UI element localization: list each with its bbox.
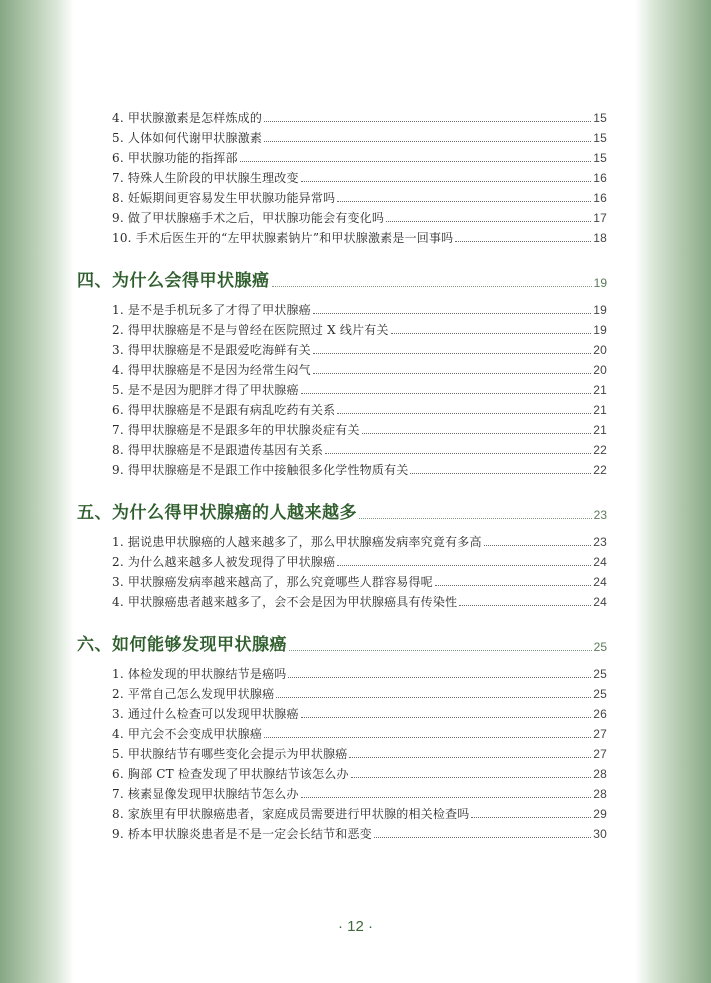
toc-entry-title: 1. 据说患甲状腺癌的人越来越多了，那么甲状腺癌发病率究竟有多高	[112, 535, 482, 549]
toc-entry-page: 19	[593, 323, 607, 337]
dot-leader	[240, 161, 592, 162]
toc-entry[interactable]	[112, 722, 607, 742]
toc-entry-title: 1. 是不是手机玩多了才得了甲状腺癌	[112, 303, 311, 317]
section-page: 25	[593, 640, 607, 654]
toc-entry-page: 16	[593, 171, 607, 185]
toc-entry[interactable]	[112, 438, 607, 458]
toc-entry-page: 15	[593, 151, 607, 165]
toc-entry-title: 9. 得甲状腺癌是不是跟工作中接触很多化学性物质有关	[112, 463, 409, 477]
section-heading[interactable]	[77, 632, 607, 656]
toc-entry[interactable]	[112, 570, 607, 590]
toc-entry[interactable]	[112, 702, 607, 722]
dot-leader	[288, 677, 591, 678]
toc-entry-page: 21	[593, 423, 607, 437]
toc-entry-page: 20	[593, 343, 607, 357]
toc-entry-page: 24	[593, 595, 607, 609]
dot-leader	[313, 353, 591, 354]
toc-entry-page: 28	[593, 767, 607, 781]
toc-entry-title: 8. 家族里有甲状腺癌患者，家庭成员需要进行甲状腺的相关检查吗	[112, 807, 470, 821]
dot-leader	[272, 286, 592, 287]
toc-entry-page: 22	[593, 463, 607, 477]
toc-entry[interactable]	[112, 226, 607, 246]
dot-leader	[386, 221, 591, 222]
toc-entry-page: 21	[593, 403, 607, 417]
dot-leader	[264, 141, 591, 142]
toc-entry-title: 4. 甲状腺激素是怎样炼成的	[112, 111, 263, 125]
toc-entry-title: 10. 手术后医生开的“左甲状腺素钠片”和甲状腺激素是一回事吗	[112, 231, 454, 245]
toc-entry[interactable]	[112, 762, 607, 782]
toc-entry[interactable]	[112, 206, 607, 226]
dot-leader	[264, 737, 591, 738]
toc-entry-page: 19	[593, 303, 607, 317]
dot-leader	[359, 518, 592, 519]
toc-entry-page: 20	[593, 363, 607, 377]
toc-entry[interactable]	[112, 458, 607, 478]
dot-leader	[301, 797, 592, 798]
toc-entry-page: 26	[593, 707, 607, 721]
toc-entry[interactable]	[112, 146, 607, 166]
toc-entry-title: 7. 得甲状腺癌是不是跟多年的甲状腺炎症有关	[112, 423, 360, 437]
toc-entry-title: 4. 甲状腺癌患者越来越多了，会不会是因为甲状腺癌具有传染性	[112, 595, 458, 609]
toc-entry-page: 24	[593, 555, 607, 569]
section-page: 23	[593, 508, 607, 522]
toc-entry-page: 29	[593, 807, 607, 821]
dot-leader	[301, 181, 592, 182]
dot-leader	[264, 121, 591, 122]
toc-entry-page: 30	[593, 827, 607, 841]
toc-entry-title: 5. 是不是因为肥胖才得了甲状腺癌	[112, 383, 299, 397]
section-heading[interactable]	[77, 500, 607, 524]
toc-entry-title: 4. 甲亢会不会变成甲状腺癌	[112, 727, 263, 741]
page-number: · 12 ·	[337, 918, 373, 935]
toc-entry-page: 25	[593, 667, 607, 681]
toc-entry-title: 8. 妊娠期间更容易发生甲状腺功能异常吗	[112, 191, 336, 205]
toc-entry[interactable]	[112, 662, 607, 682]
toc-entry[interactable]	[112, 822, 607, 842]
dot-leader	[337, 565, 591, 566]
toc-entry-page: 16	[593, 191, 607, 205]
dot-leader	[410, 473, 591, 474]
dot-leader	[337, 413, 591, 414]
dot-leader	[349, 757, 591, 758]
toc-entry-page: 17	[593, 211, 607, 225]
toc-entry-title: 4. 得甲状腺癌是不是因为经常生闷气	[112, 363, 311, 377]
section-title: 六、如何能够发现甲状腺癌	[77, 635, 287, 655]
toc-entry-title: 9. 做了甲状腺癌手术之后，甲状腺功能会有变化吗	[112, 211, 385, 225]
toc-entry[interactable]	[112, 358, 607, 378]
toc-entry-page: 23	[593, 535, 607, 549]
toc-entry-title: 2. 平常自己怎么发现甲状腺癌	[112, 687, 275, 701]
dot-leader	[391, 333, 592, 334]
toc-entry[interactable]	[112, 186, 607, 206]
dot-leader	[301, 717, 592, 718]
dot-leader	[351, 777, 592, 778]
toc-entry-title: 2. 得甲状腺癌是不是与曾经在医院照过 X 线片有关	[112, 323, 389, 337]
toc-entry-title: 6. 胸部 CT 检查发现了甲状腺结节该怎么办	[112, 767, 349, 781]
dot-leader	[337, 201, 591, 202]
toc-entry[interactable]	[112, 802, 607, 822]
toc-entry-page: 28	[593, 787, 607, 801]
toc-entry-page: 15	[593, 111, 607, 125]
toc-entry-title: 1. 体检发现的甲状腺结节是癌吗	[112, 667, 287, 681]
toc-entry-title: 9. 桥本甲状腺炎患者是不是一定会长结节和恶变	[112, 827, 372, 841]
toc-entry[interactable]	[112, 590, 607, 610]
toc-entry-page: 25	[593, 687, 607, 701]
toc-entry[interactable]	[112, 550, 607, 570]
toc-entry[interactable]	[112, 782, 607, 802]
section-title: 五、为什么得甲状腺癌的人越来越多	[77, 503, 357, 523]
toc-entry-page: 24	[593, 575, 607, 589]
toc-entry-title: 7. 核素显像发现甲状腺结节怎么办	[112, 787, 299, 801]
toc-entry-title: 5. 甲状腺结节有哪些变化会提示为甲状腺癌	[112, 747, 348, 761]
dot-leader	[313, 373, 591, 374]
toc-entry-page: 21	[593, 383, 607, 397]
dot-leader	[289, 650, 592, 651]
toc-entry-title: 3. 甲状腺癌发病率越来越高了，那么究竟哪些人群容易得呢	[112, 575, 433, 589]
toc-entry-title: 7. 特殊人生阶段的甲状腺生理改变	[112, 171, 299, 185]
dot-leader	[362, 433, 592, 434]
toc-entry[interactable]	[112, 682, 607, 702]
toc-entry[interactable]	[112, 106, 607, 126]
toc-entry[interactable]	[112, 298, 607, 318]
toc-entry-page: 18	[593, 231, 607, 245]
toc-entry[interactable]	[112, 126, 607, 146]
section-heading[interactable]	[77, 268, 607, 292]
toc-entry-title: 2. 为什么越来越多人被发现得了甲状腺癌	[112, 555, 336, 569]
toc-entry-page: 15	[593, 131, 607, 145]
dot-leader	[471, 817, 591, 818]
toc-entry[interactable]	[112, 338, 607, 358]
toc-entry-title: 6. 甲状腺功能的指挥部	[112, 151, 238, 165]
dot-leader	[435, 585, 591, 586]
dot-leader	[459, 605, 591, 606]
section-title: 四、为什么会得甲状腺癌	[77, 271, 270, 291]
toc-entry[interactable]	[112, 378, 607, 398]
dot-leader	[484, 545, 592, 546]
dot-leader	[276, 697, 591, 698]
toc-entry-title: 3. 得甲状腺癌是不是跟爱吃海鲜有关	[112, 343, 311, 357]
toc-entry-title: 3. 通过什么检查可以发现甲状腺癌	[112, 707, 299, 721]
toc-entry[interactable]	[112, 318, 607, 338]
toc-entry-page: 22	[593, 443, 607, 457]
toc-entry[interactable]	[112, 742, 607, 762]
toc-entry-page: 27	[593, 727, 607, 741]
toc-entry[interactable]	[112, 530, 607, 550]
toc-entry[interactable]	[112, 398, 607, 418]
toc-entry-title: 6. 得甲状腺癌是不是跟有病乱吃药有关系	[112, 403, 336, 417]
toc-entry[interactable]	[112, 418, 607, 438]
dot-leader	[455, 241, 591, 242]
dot-leader	[313, 313, 591, 314]
dot-leader	[325, 453, 591, 454]
dot-leader	[374, 837, 591, 838]
toc-entry-title: 8. 得甲状腺癌是不是跟遗传基因有关系	[112, 443, 324, 457]
toc-entry[interactable]	[112, 166, 607, 186]
dot-leader	[301, 393, 592, 394]
toc-entry-title: 5. 人体如何代谢甲状腺激素	[112, 131, 263, 145]
section-page: 19	[593, 276, 607, 290]
toc-entry-page: 27	[593, 747, 607, 761]
